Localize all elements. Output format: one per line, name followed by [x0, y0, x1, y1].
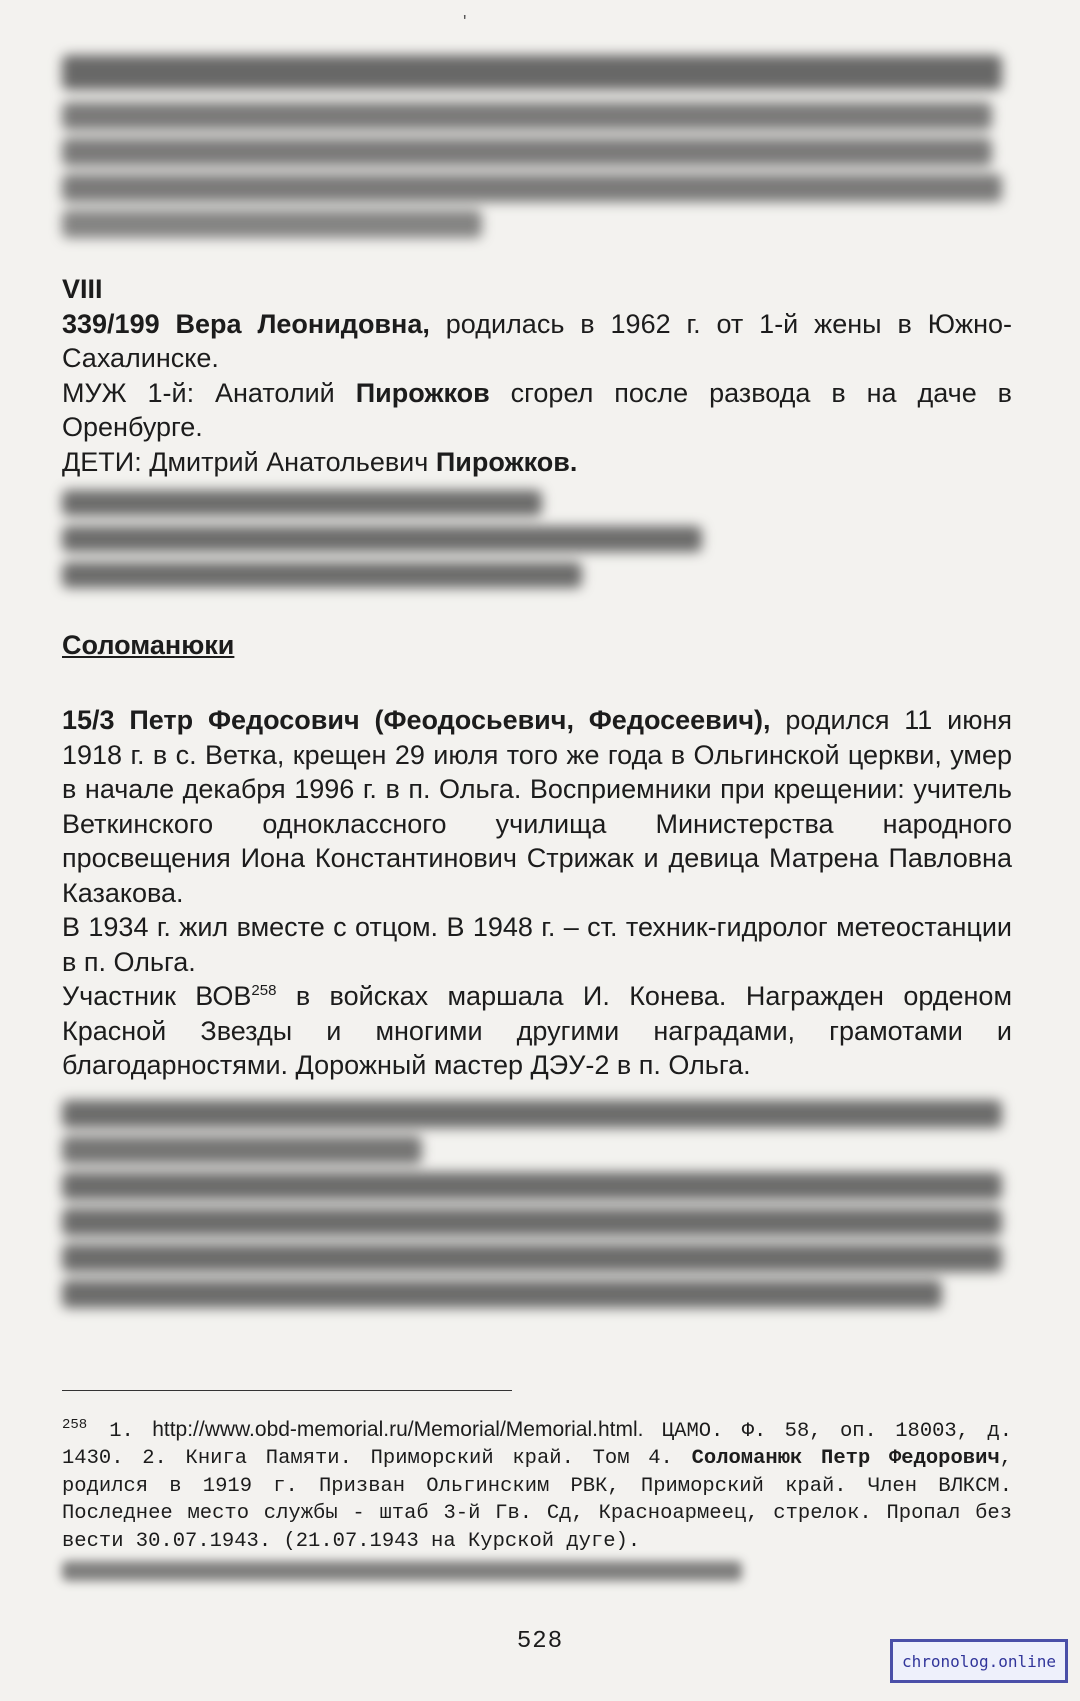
redacted-block-middle — [62, 490, 1012, 588]
footnote-name: Соломанюк Петр Федорович — [691, 1447, 1000, 1471]
redacted-block-lower — [62, 1100, 1012, 1308]
entry-15-3 — [62, 703, 1012, 1083]
entry-text: родилась в 1962 г. от 1-й жены в Южно-Сахалинске. — [62, 308, 1012, 373]
footnote-text-1: ЦАМО. Ф. 58, оп. 18003, д. 1430. 2. Книга Памяти. Приморский край. Том 4. — [62, 1419, 1013, 1471]
husband-label: МУЖ 1-й: Анатолий — [62, 377, 356, 408]
children-surname: Пирожков. — [435, 446, 578, 477]
footnote-ref[interactable]: 258 — [251, 982, 277, 999]
entry-paragraph-3a: Участник ВОВ — [62, 981, 252, 1011]
footnote-link[interactable]: http://www.obd-memorial.ru/Memorial/Memorial.html. — [152, 1417, 644, 1441]
footnote-number: 258 — [62, 1417, 88, 1433]
section-viii — [62, 272, 1012, 479]
section-marker: VIII — [62, 274, 103, 304]
entry-paragraph-3b: в войсках маршала И. Конева. Награжден орденом Красной Звезды и многими другими наградами, грамотами и благодарностями. Дорожный мастер ДЭУ-2 в п. Ольга. — [62, 981, 1013, 1080]
page-number: 528 — [516, 1628, 564, 1655]
footnote-rule — [62, 1390, 512, 1391]
children-label: ДЕТИ: Дмитрий Анатольевич — [62, 446, 436, 477]
entry-paragraph-2: В 1934 г. жил вместе с отцом. В 1948 г. – ст. техник-гидролог метеостанции в п. Ольга. — [62, 912, 1012, 977]
footnote-prefix: 1. — [109, 1419, 153, 1443]
husband-text: сгорел после развода в на даче в Оренбурге. — [62, 377, 1013, 442]
watermark-badge[interactable]: chronolog.online — [890, 1639, 1068, 1683]
redacted-block-top — [62, 55, 1012, 238]
corner-mark: ' — [463, 12, 467, 32]
footnote-text-2: , родился в 1919 г. Призван Ольгинским РВК, Приморский край. Член ВЛКСМ. Последнее место службы - штаб 3-й Гв. Сд, Красноармеец, стрелок. Пропал без вести 30.07.1943. (21.07.1943 на Курской дуге). — [62, 1447, 1012, 1553]
husband-surname: Пирожков — [355, 377, 490, 408]
entry-paragraph-1: родился 11 июня 1918 г. в с. Ветка, крещен 29 июля того же года в Ольгинской церкви, умер в начале декабря 1996 г. в п. Ольга. Восприемники при крещении: учитель Веткинского одноклассного училища Министерства народного просвещения Иона Константинович Стрижак и девица Матрена Павловна Казакова. — [62, 705, 1012, 908]
footnote — [62, 1412, 1012, 1581]
redacted-footnote-line — [62, 1561, 742, 1581]
entry-id: 339/199 Вера Леонидовна, — [62, 308, 430, 339]
section-heading: Соломанюки — [62, 630, 235, 660]
entry-head: 15/3 Петр Федосович (Феодосьевич, Федосеевич), — [62, 705, 771, 735]
